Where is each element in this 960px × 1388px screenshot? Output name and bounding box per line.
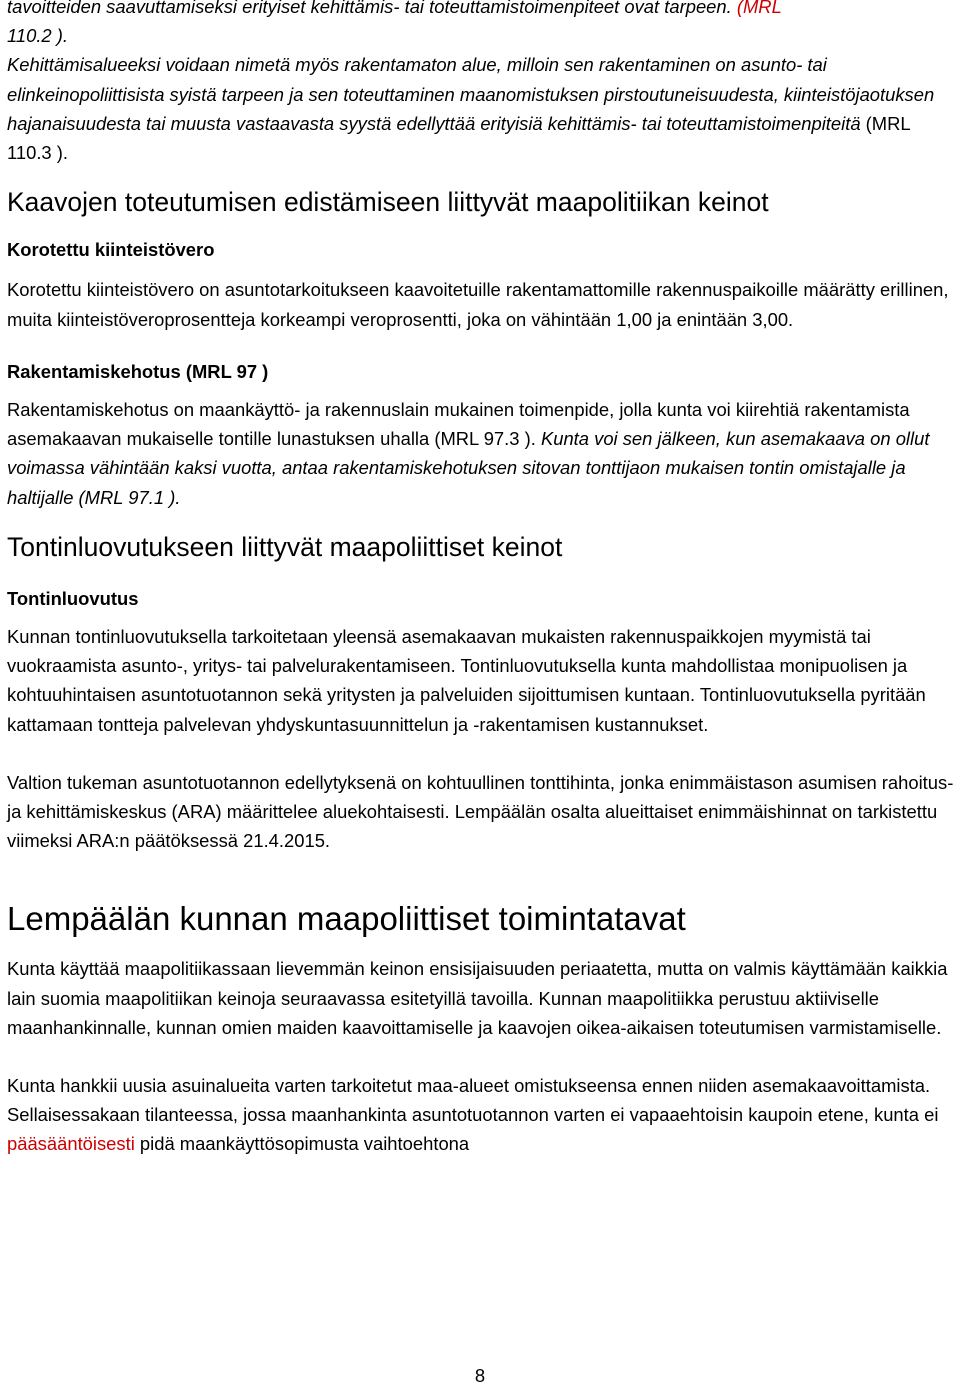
section-heading-lempaala-practices: Lempäälän kunnan maapoliittiset toimintatavat [7,900,686,938]
property-tax-paragraph: Korotettu kiinteistövero on asuntotarkoitukseen kaavoitetuille rakentamattomille rakennuspaikoille määrätty erillinen, muita kiinteistöveroprosentteja korkeampi veroprosentti, joka on vähintään 1,00 ja enintään 3,00. [7,279,949,330]
intro-line-1: tavoitteiden saavuttamiseksi erityiset kehittämis- tai toteuttamistoimenpiteet ovat tarpeen. [7,0,737,17]
ara-paragraph: Valtion tukeman asuntotuotannon edellytyksenä on kohtuullinen tonttihinta, jonka enimmäistason asumisen rahoitus- ja kehittämiskeskus (ARA) määrittelee aluekohtaisesti. Lempäälän osalta alueittaiset enimmäishinnat on tarkistettu viimeksi ARA:n päätöksessä 21.4.2015. [7,771,954,852]
section-heading-plot-transfer: Tontinluovutukseen liittyvät maapoliittiset keinot [7,531,563,562]
intro-paragraph-1 [7,0,937,50]
intro-line-2: 110.2 ). [7,25,68,47]
document-page [7,0,957,1159]
section-heading-land-policy: Kaavojen toteutumisen edistämiseen liittyvät maapolitiikan keinot [7,187,769,218]
mrl-reference-link[interactable]: (MRL [736,0,782,17]
intro-paragraph-2: Kehittämisalueeksi voidaan nimetä myös rakentamaton alue, milloin sen rakentaminen on asunto- tai elinkeinopoliittisista syistä tarpeen ja sen toteuttaminen maanomistuksen pirstoutuneisuudesta, kiinteistöjaotuksen hajanaisuudesta tai muusta vastaavasta syystä edellyttää erityisiä kehittämis- tai toteuttamistoimenpiteitä (MRL 110.3 ). [7,54,935,164]
plot-transfer-paragraph: Kunnan tontinluovutuksella tarkoitetaan yleensä asemakaavan mukaisten rakennuspaikkojen myymistä tai vuokraamista asunto-, yritys- tai palvelurakentamiseen. Tontinluovutuksella kunta mahdollistaa monipuolisen ja kohtuuhintaisen asuntotuotannon sekä yritysten ja palveluiden sijoittumisen kuntaan. Tontinluovutuksella pyritään kattamaan tontteja palvelevan yhdyskuntasuunnittelun ja -rakentamisen kustannukset. [7,626,926,735]
building-order-paragraph: Rakentamiskehotus on maankäyttö- ja rakennuslain mukainen toimenpide, jolla kunta voi kiirehtiä rakentamista asemakaavan mukaiselle tontille lunastuksen uhalla (MRL 97.3 ). Kunta voi sen jälkeen, kun asemakaava on ollut voimassa vähintään kaksi vuotta, antaa rakentamiskehotuksen sitovan tonttijaon mukaisen tontin omistajalle ja haltijalle (MRL 97.1 ). [7,399,930,508]
page-number: 8 [474,1365,486,1386]
highlighted-term: pääsääntöisesti [7,1133,135,1155]
building-order-italic: Kunta voi sen jälkeen, kun asemakaava on ollut voimassa vähintään kaksi vuotta, antaa rakentamiskehotuksen sitovan tonttijaon mukaisen tontin omistajalle ja haltijalle (MRL 97.1 ). [7,428,930,508]
mrl-reference: (MRL 110.3 ). [7,112,910,164]
subheading-plot-transfer: Tontinluovutus [7,587,139,609]
subheading-property-tax: Korotettu kiinteistövero [7,239,215,261]
subheading-building-order: Rakentamiskehotus (MRL 97 ) [7,360,269,382]
practices-paragraph-2: Kunta hankkii uusia asuinalueita varten tarkoitetut maa-alueet omistukseensa ennen niiden asemakaavoittamista. Sellaisessakaan tilanteessa, jossa maanhankinta asuntotuotannon varten ei vapaaehtoisin kaupoin etene, kunta ei pääsääntöisesti pidä maankäyttösopimusta vaihtoehtona [7,1075,939,1155]
practices-paragraph-1: Kunta käyttää maapolitiikassaan lievemmän keinon ensisijaisuuden periaatetta, mutta on valmis käyttämään kaikkia lain suomia maapolitiikan keinoja seuraavassa esitetyillä tavoilla. Kunnan maapolitiikka perustuu aktiiviselle maanhankinnalle, kunnan omien maiden kaavoittamiselle ja kaavojen oikea-aikaisen toteutumisen varmistamiselle. [7,958,948,1038]
